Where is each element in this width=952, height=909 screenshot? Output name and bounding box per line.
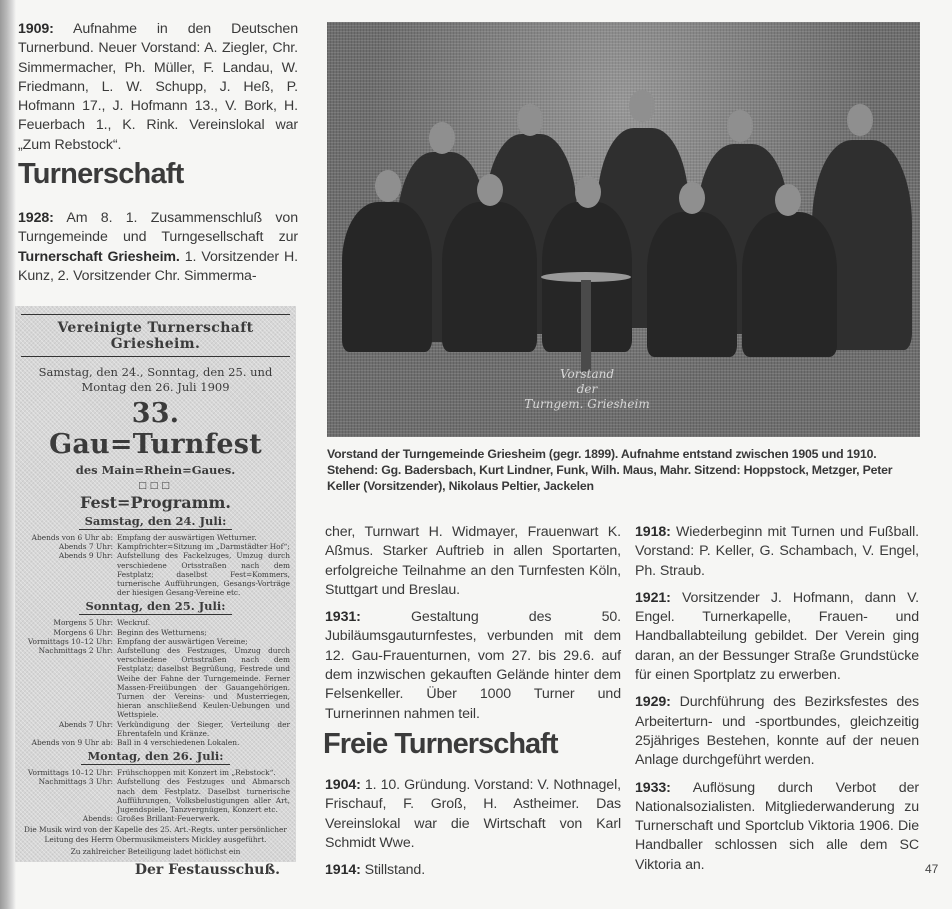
entry-text: Wiederbeginn mit Turnen und Fußball. Vorstand: P. Keller, G. Schambach, V. Engel, Ph. Straub. (635, 524, 919, 579)
person-head (775, 184, 801, 216)
schedule-row (21, 768, 290, 777)
schedule-desc: Großes Brillant-Feuerwerk. (117, 814, 220, 824)
schedule-time: Abends 7 Uhr: (58, 542, 113, 552)
paragraph-1909 (18, 20, 298, 155)
schedule-time: Vormittags 10–12 Uhr: (27, 636, 113, 646)
photo-inscription (517, 367, 657, 412)
entry-text: Aufnahme in den Deutschen Turnerbund. Neuer Vorstand: A. Ziegler, Chr. Simmermacher, Ph. Müller, F. Landau, W. Friedmann, L. W. Schupp, J. Heß, P. Hofmann 17., J. Hofmann 13., V. Bork, H. Feuerbach 1., K. Rink. Vereinslokal war „Zum Rebstock“. (18, 21, 298, 153)
person-figure (647, 212, 737, 357)
schedule-row (21, 646, 290, 720)
program-title: Fest=Programm. (79, 493, 231, 512)
year-label: 1918: (635, 524, 671, 540)
year-label: 1914: (325, 862, 361, 879)
person-head (727, 110, 753, 142)
year-label: 1909: (18, 21, 54, 37)
year-label: 1931: (325, 609, 361, 626)
schedule-desc: Empfang der auswärtigen Vereine; (117, 636, 248, 646)
poster-invitation: Zu zahlreicher Beteiligung ladet höflichst ein (70, 846, 241, 856)
schedule-row (21, 720, 290, 738)
inscription-line: Vorstand (559, 367, 615, 381)
entry-text: Am 8. 1. Zusammenschluß von Turngemeinde und Turngesellschaft zur (18, 210, 298, 246)
paragraph-continuation: cher, Turnwart H. Widmayer, Frauenwart K. Aßmus. Starker Auftrieb in allen Sportarten, erfolgreiche Teilnahme an den Turnfesten Köln, Stuttgart und Breslau. (325, 524, 621, 598)
ornament-squares-icon: □□□ (138, 481, 173, 491)
group-photo (327, 22, 920, 437)
poster-header: Vereinigte Turnerschaft Griesheim. (21, 314, 290, 357)
paragraph-1914 (325, 861, 621, 880)
schedule-desc: Verkündigung der Sieger, Verteilung der Ehrentafeln und Kränze. (117, 719, 290, 738)
person-head (847, 104, 873, 136)
day-heading-monday: Montag, den 26. Juli: (81, 749, 229, 765)
person-figure (342, 202, 432, 352)
schedule-desc: Aufstellung des Festzuges, Umzug durch verschiedene Ortsstraßen nach dem Festplatz; daselbst Begrüßung, Festrede und Weihe der Fahne der Turngemeinde. Ferner Massen-Freiübungen der Gauangehörigen. Turnen der Vereins- und Musterriegen, hieran anschließend Keulen-Uebungen und Wettspiele. (117, 646, 290, 720)
entry-text: Gestaltung des 50. Jubiläumsgauturnfestes, verbunden mit dem 12. Gau-Frauenturnen, vom 27. bis 29.6. auf dem inzwischen gekauften Gelände hinter dem Felsenkeller. Über 1000 Turner und Turnerinnen nahmen teil. (325, 609, 621, 722)
schedule-desc: Aufstellung des Festzuges und Abmarsch nach dem Festplatz. Daselbst turnerische Aufführungen, Volksbelustigungen aller Art, Jugendspiele, Tanzvergnügen, Konzert etc. (117, 777, 290, 815)
schedule-time: Abends von 6 Uhr ab: (31, 533, 113, 542)
schedule-row (21, 777, 290, 814)
entry-1909 (18, 20, 298, 163)
schedule-time: Nachmittags 3 Uhr: (38, 777, 113, 787)
poster-dates (21, 365, 290, 395)
schedule-desc: Frühschoppen mit Konzert im „Rebstock“. (117, 768, 276, 778)
schedule-row (21, 738, 290, 747)
paragraph-1933 (635, 779, 919, 875)
schedule-time: Abends 9 Uhr: (58, 551, 113, 561)
middle-column (325, 523, 621, 732)
paragraph-1904 (325, 776, 621, 853)
schedule-time: Abends: (82, 814, 113, 824)
schedule-time: Abends von 9 Uhr ab: (31, 738, 113, 748)
person-figure (742, 212, 837, 357)
entry-text: Durchführung des Bezirksfestes des Arbeiterturn- und -sportbundes, gleichzeitig 25jähriges Bestehen, konnte auf der neuen Anlage durchgeführt werden. (635, 694, 919, 769)
table-leg (581, 280, 591, 372)
schedule-desc: Ball in 4 verschiedenen Lokalen. (117, 738, 240, 748)
schedule-sunday (21, 618, 290, 747)
entry-text: 1. Vorsitzender H. Kunz, 2. Vorsitzender Chr. Simmerma- (18, 248, 298, 284)
binding-gutter-shadow (0, 0, 16, 909)
schedule-row (21, 542, 290, 551)
day-heading-sunday: Sonntag, den 25. Juli: (79, 599, 231, 615)
person-head (429, 122, 455, 154)
person-head (679, 182, 705, 214)
schedule-desc: Aufstellung des Fackelzuges, Umzug durch verschiedene Ortsstraßen nach dem Festplatz; daselbst Fest=Kommers, turnerische Aufführungen, Gesangs-Vorträge der hiesigen Gesang-Vereine etc. (117, 551, 290, 598)
schedule-time: Morgens 6 Uhr: (53, 627, 113, 637)
club-name: Turnerschaft Griesheim. (18, 248, 180, 265)
paragraph-1921 (635, 589, 919, 685)
schedule-row (21, 618, 290, 627)
entry-text: Auflösung durch Verbot der Nationalsozialisten. Mitgliederwanderung zu Turnerschaft und Sportclub Viktoria 1906. Die Handballer schlossen sich alle dem SC Viktoria an. (635, 779, 919, 873)
schedule-time: Vormittags 10–12 Uhr: (27, 768, 113, 778)
year-label: 1904: (325, 777, 361, 793)
entry-text: 1. 10. Gründung. Vorstand: V. Nothnagel, Frischauf, F. Groß, H. Astheimer. Das Vereinslokal war die Wirtschaft von Karl Schmidt Wwe. (325, 777, 621, 851)
year-label: 1921: (635, 589, 671, 606)
schedule-desc: Empfang der auswärtigen Wetturner. (117, 533, 257, 542)
schedule-row (21, 551, 290, 597)
schedule-desc: Weckruf. (117, 618, 151, 628)
year-label: 1933: (635, 779, 671, 796)
right-column (635, 523, 919, 883)
person-figure (442, 202, 537, 352)
festival-poster (15, 306, 296, 879)
section-heading-freie-turnerschaft: Freie Turnerschaft (323, 728, 558, 760)
paragraph-1929 (635, 693, 919, 770)
paragraph-1918 (635, 523, 919, 581)
entry-text: Stillstand. (360, 862, 426, 879)
schedule-time: Abends 7 Uhr: (58, 719, 113, 729)
person-head (477, 174, 503, 206)
page-number: 47 (925, 862, 939, 876)
schedule-row (21, 814, 290, 823)
schedule-monday (21, 768, 290, 823)
poster-music-note: Die Musik wird von der Kapelle des 25. Art.-Regts. unter persönlicher Leitung des Herrn Obermusikmeisters Mickley ausgeführt. (24, 825, 287, 845)
poster-signature: Der Festausschuß. (134, 862, 280, 879)
person-head (629, 90, 655, 122)
inscription-line: Turngem. Griesheim (524, 397, 650, 411)
photo-caption: Vorstand der Turngemeinde Griesheim (gegr. 1899). Aufnahme entstand zwischen 1905 und 1910. Stehend: Gg. Badersbach, Kurt Lindner, Funk, Wilh. Maus, Mahr. Sitzend: Hoppstock, Metzger, Peter Keller (Vorsitzender), Nikolaus Peltier, Jackelen (327, 447, 893, 493)
schedule-row (21, 628, 290, 637)
person-head (575, 176, 601, 208)
poster-subtitle: des Main=Rhein=Gaues. (75, 463, 236, 477)
person-head (375, 170, 401, 202)
entry-text: Vorsitzender J. Hofmann, dann V. Engel. Turnerkapelle, Frauen- und Handballabteilung gebildet. Der Verein ging daran, an der Bessunger Straße Grundstücke für einen Sportplatz zu erwerben. (635, 589, 919, 684)
year-label: 1929: (635, 694, 671, 711)
poster-title: 33. Gau=Turnfest (49, 398, 262, 460)
poster-dates-line: Montag den 26. Juli 1909 (81, 380, 230, 394)
schedule-row (21, 637, 290, 646)
schedule-time: Morgens 5 Uhr: (53, 618, 113, 628)
schedule-time: Nachmittags 2 Uhr: (38, 646, 113, 656)
schedule-desc: Beginn des Wetturnens; (117, 627, 207, 637)
person-head (517, 104, 543, 136)
paragraph-1928 (18, 209, 298, 286)
schedule-saturday (21, 533, 290, 597)
poster-dates-line: Samstag, den 24., Sonntag, den 25. und (38, 365, 273, 379)
middle-column-lower (325, 776, 621, 888)
day-heading-saturday: Samstag, den 24. Juli: (79, 514, 233, 530)
section-heading-turnerschaft: Turnerschaft (18, 158, 184, 190)
schedule-desc: Kampfrichter=Sitzung im „Darmstädter Hof“; (117, 542, 290, 552)
year-label: 1928: (18, 210, 54, 226)
inscription-line: der (576, 382, 598, 396)
schedule-row (21, 533, 290, 542)
entry-1928 (18, 209, 298, 294)
paragraph-1931 (325, 608, 621, 724)
